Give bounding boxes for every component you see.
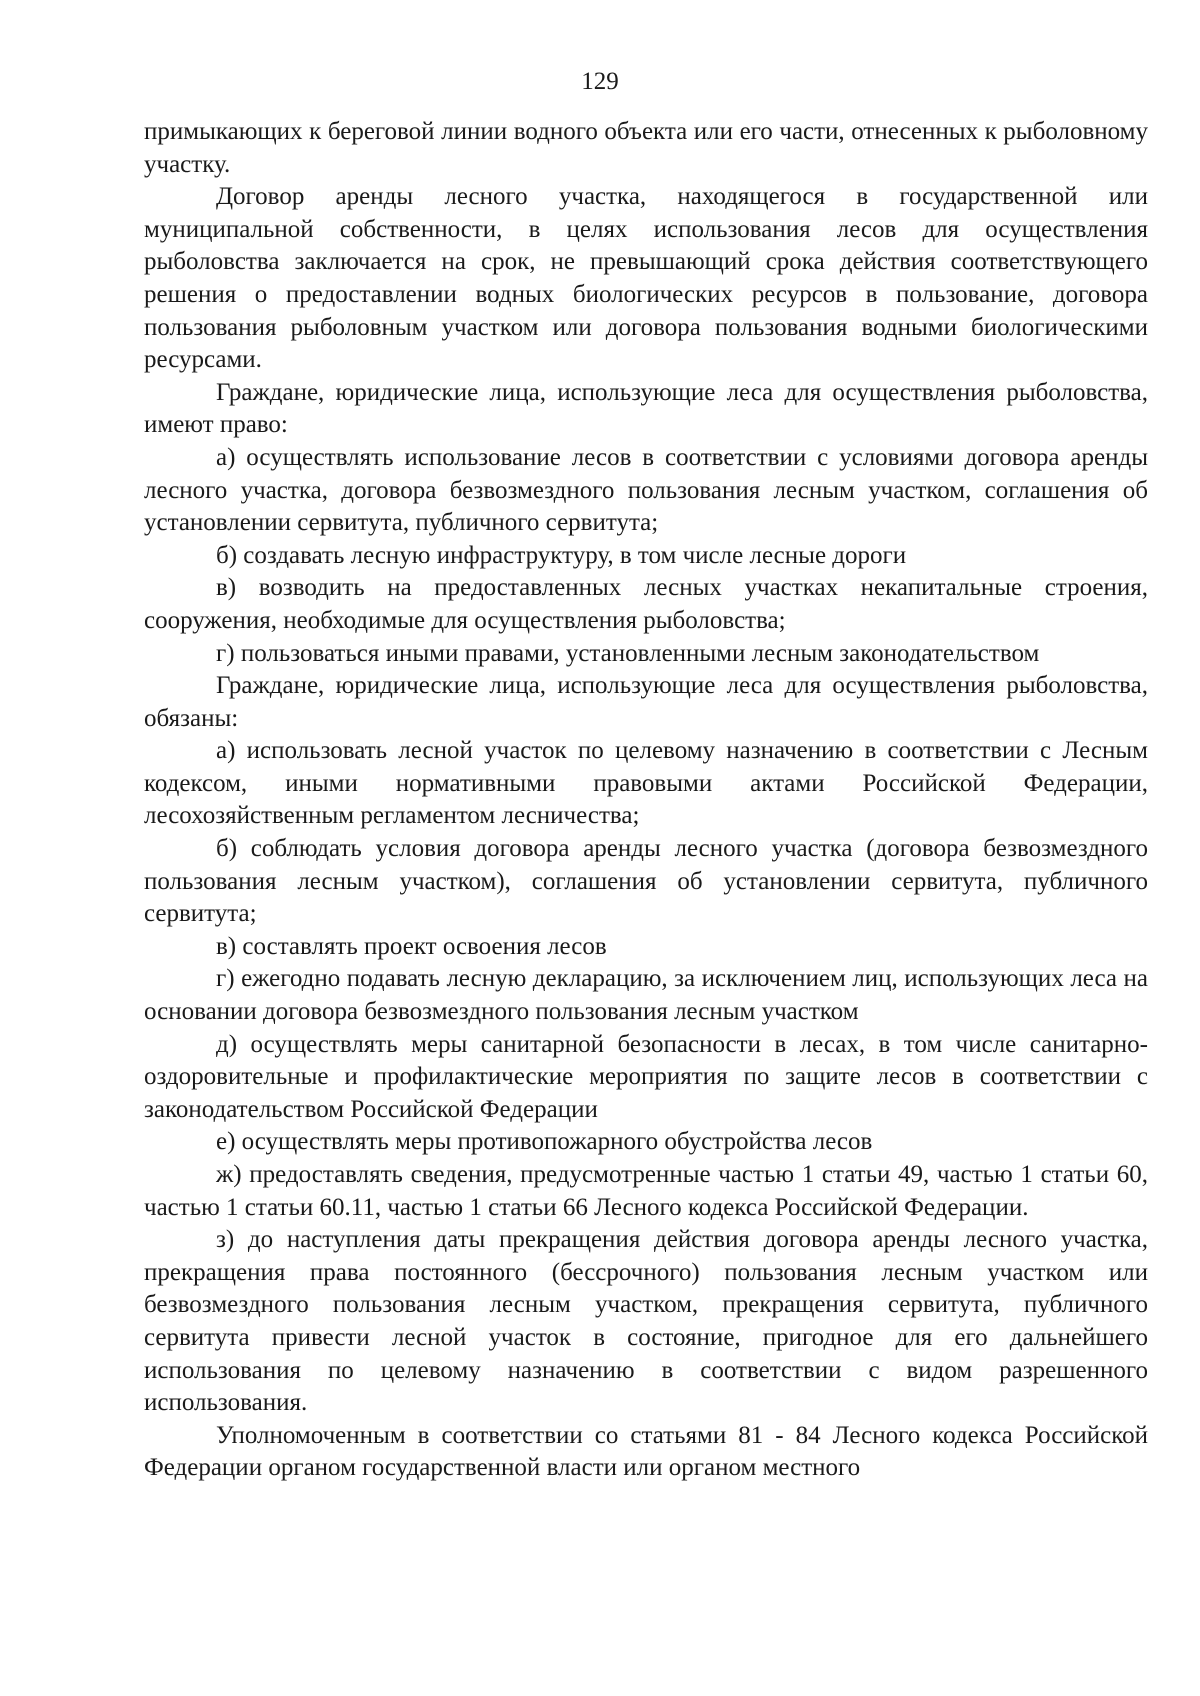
list-item: з) до наступления даты прекращения действия договора аренды лесного участка, прекращения права постоянного (бессрочного) пользования лесным участком или безвозмездного пользования лесным участком, прекращения сервитута, публичного сервитута привести лесной участок в состояние, пригодное для его дальнейшего использования по целевому назначению в соответствии с видом разрешенного использования. — [144, 1226, 1148, 1417]
paragraph: Договор аренды лесного участка, находящегося в государственной или муниципальной собственности, в целях использования лесов для осуществления рыболовства заключается на срок, не превышающий срока действия соответствующего решения о предоставлении водных биологических ресурсов в пользование, договора пользования рыболовным участком или договора пользования водными биологическими ресурсами. — [144, 183, 1148, 374]
list-item: г) ежегодно подавать лесную декларацию, за исключением лиц, использующих леса на основании договора безвозмездного пользования лесным участком — [144, 965, 1148, 1026]
list-item: а) осуществлять использование лесов в соответствии с условиями договора аренды лесного участка, договора безвозмездного пользования лесным участком, соглашения об установлении сервитута, публичного сервитута; — [144, 443, 1148, 537]
list-item: д) осуществлять меры санитарной безопасности в лесах, в том числе санитарно-оздоровительные и профилактические мероприятия по защите лесов в соответствии с законодательством Российской Федерации — [144, 1030, 1148, 1123]
paragraph: Граждане, юридические лица, использующие леса для осуществления рыболовства, обязаны: — [144, 672, 1148, 732]
list-item: г) пользоваться иными правами, установленными лесным законодательством — [216, 639, 1040, 667]
paragraph: Уполномоченным в соответствии со статьями 81 - 84 Лесного кодекса Российской Федерации органом государственной власти или органом местного — [144, 1421, 1148, 1482]
list-item: б) соблюдать условия договора аренды лесного участка (договора безвозмездного пользования лесным участком), соглашения об установлении сервитута, публичного сервитута; — [144, 835, 1148, 928]
paragraph: примыкающих к береговой линии водного объекта или его части, отнесенных к рыболовному участку. — [144, 118, 1148, 178]
document-body — [144, 116, 1148, 1485]
list-item: в) составлять проект освоения лесов — [216, 932, 607, 960]
list-item: ж) предоставлять сведения, предусмотренные частью 1 статьи 49, частью 1 статьи 60, частью 1 статьи 60.11, частью 1 статьи 66 Лесного кодекса Российской Федерации. — [144, 1161, 1148, 1221]
page-number: 129 — [581, 68, 619, 95]
list-item: а) использовать лесной участок по целевому назначению в соответствии с Лесным кодексом, иными нормативными правовыми актами Российской Федерации, лесохозяйственным регламентом лесничества; — [144, 737, 1148, 830]
paragraph: Граждане, юридические лица, использующие леса для осуществления рыболовства, имеют право: — [144, 378, 1148, 439]
list-item: б) создавать лесную инфраструктуру, в том числе лесные дороги — [216, 541, 907, 569]
list-item: е) осуществлять меры противопожарного обустройства лесов — [216, 1128, 873, 1156]
list-item: в) возводить на предоставленных лесных участках некапитальные строения, сооружения, необходимые для осуществления рыболовства; — [144, 574, 1148, 634]
